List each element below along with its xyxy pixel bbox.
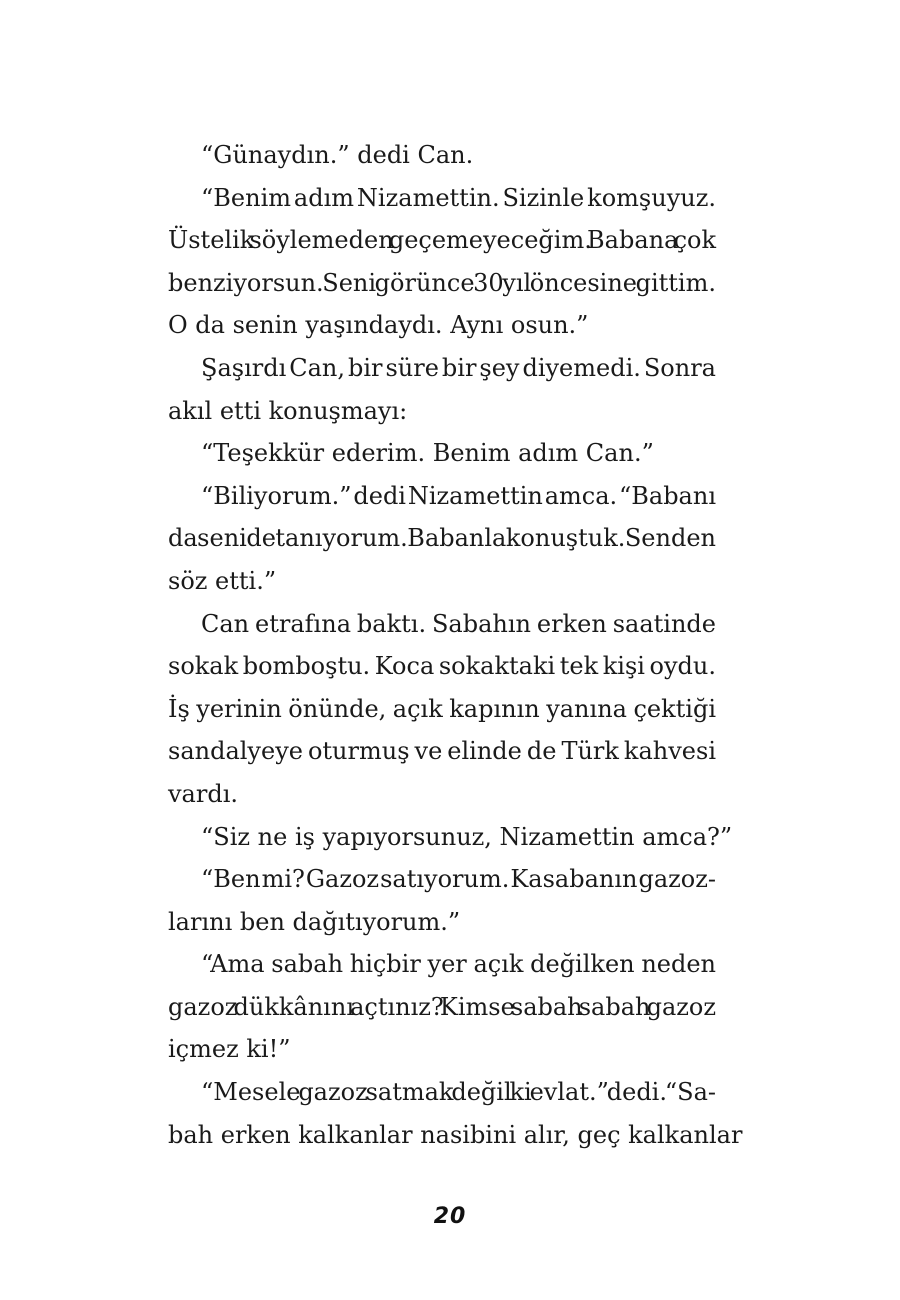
text-line: O da senin yaşındaydı. Aynı osun.”: [168, 311, 589, 340]
page-body: [168, 134, 743, 1156]
text-line: “Ben mi? Gazoz satıyorum. Kasabanın gazoz-: [201, 865, 716, 894]
text-line: bah erken kalkanlar nasibini alır, geç kalkanlar: [168, 1120, 743, 1149]
text-line: Can etrafına baktı. Sabahın erken saatinde: [201, 609, 716, 638]
text-line: söz etti.”: [168, 566, 277, 595]
text-line: Şaşırdı Can, bir süre bir şey diyemedi. Sonra: [201, 353, 716, 382]
text-line: İş yerinin önünde, açık kapının yanına çektiği: [168, 694, 716, 723]
text-line: “Benim adım Nizamettin. Sizinle komşuyuz.: [201, 183, 716, 212]
text-line: akıl etti konuşmayı:: [168, 396, 408, 425]
text-line: sokak bomboştu. Koca sokaktaki tek kişi oydu.: [168, 652, 716, 681]
text-line: da seni de tanıyorum. Babanla konuştuk. Senden: [168, 524, 716, 553]
text-line: Üstelik söylemeden geçemeyeceğim. Babana çok: [168, 226, 716, 255]
text-line: “Ama sabah hiçbir yer açık değilken neden: [201, 950, 716, 979]
page-number: 20: [433, 1204, 467, 1229]
text-line: “Mesele gazoz satmak değil ki evlat.” dedi. “Sa-: [201, 1078, 716, 1107]
text-line: “Siz ne iş yapıyorsunuz, Nizamettin amca?”: [201, 822, 733, 851]
text-line: “Teşekkür ederim. Benim adım Can.”: [201, 439, 654, 468]
text-line: benziyorsun. Seni görünce 30 yıl öncesine gittim.: [168, 268, 716, 297]
text-line: içmez ki!”: [168, 1035, 291, 1064]
text-line: larını ben dağıtıyorum.”: [168, 907, 461, 936]
text-line: gazoz dükkânını açtınız? Kimse sabah sabah gazoz: [168, 992, 716, 1021]
text-line: vardı.: [168, 779, 239, 808]
text-line: “Biliyorum.” dedi Nizamettin amca. “Babanı: [201, 481, 716, 510]
text-line: “Günaydın.” dedi Can.: [201, 141, 474, 169]
text-line: sandalyeye oturmuş ve elinde de Türk kahvesi: [168, 737, 716, 766]
